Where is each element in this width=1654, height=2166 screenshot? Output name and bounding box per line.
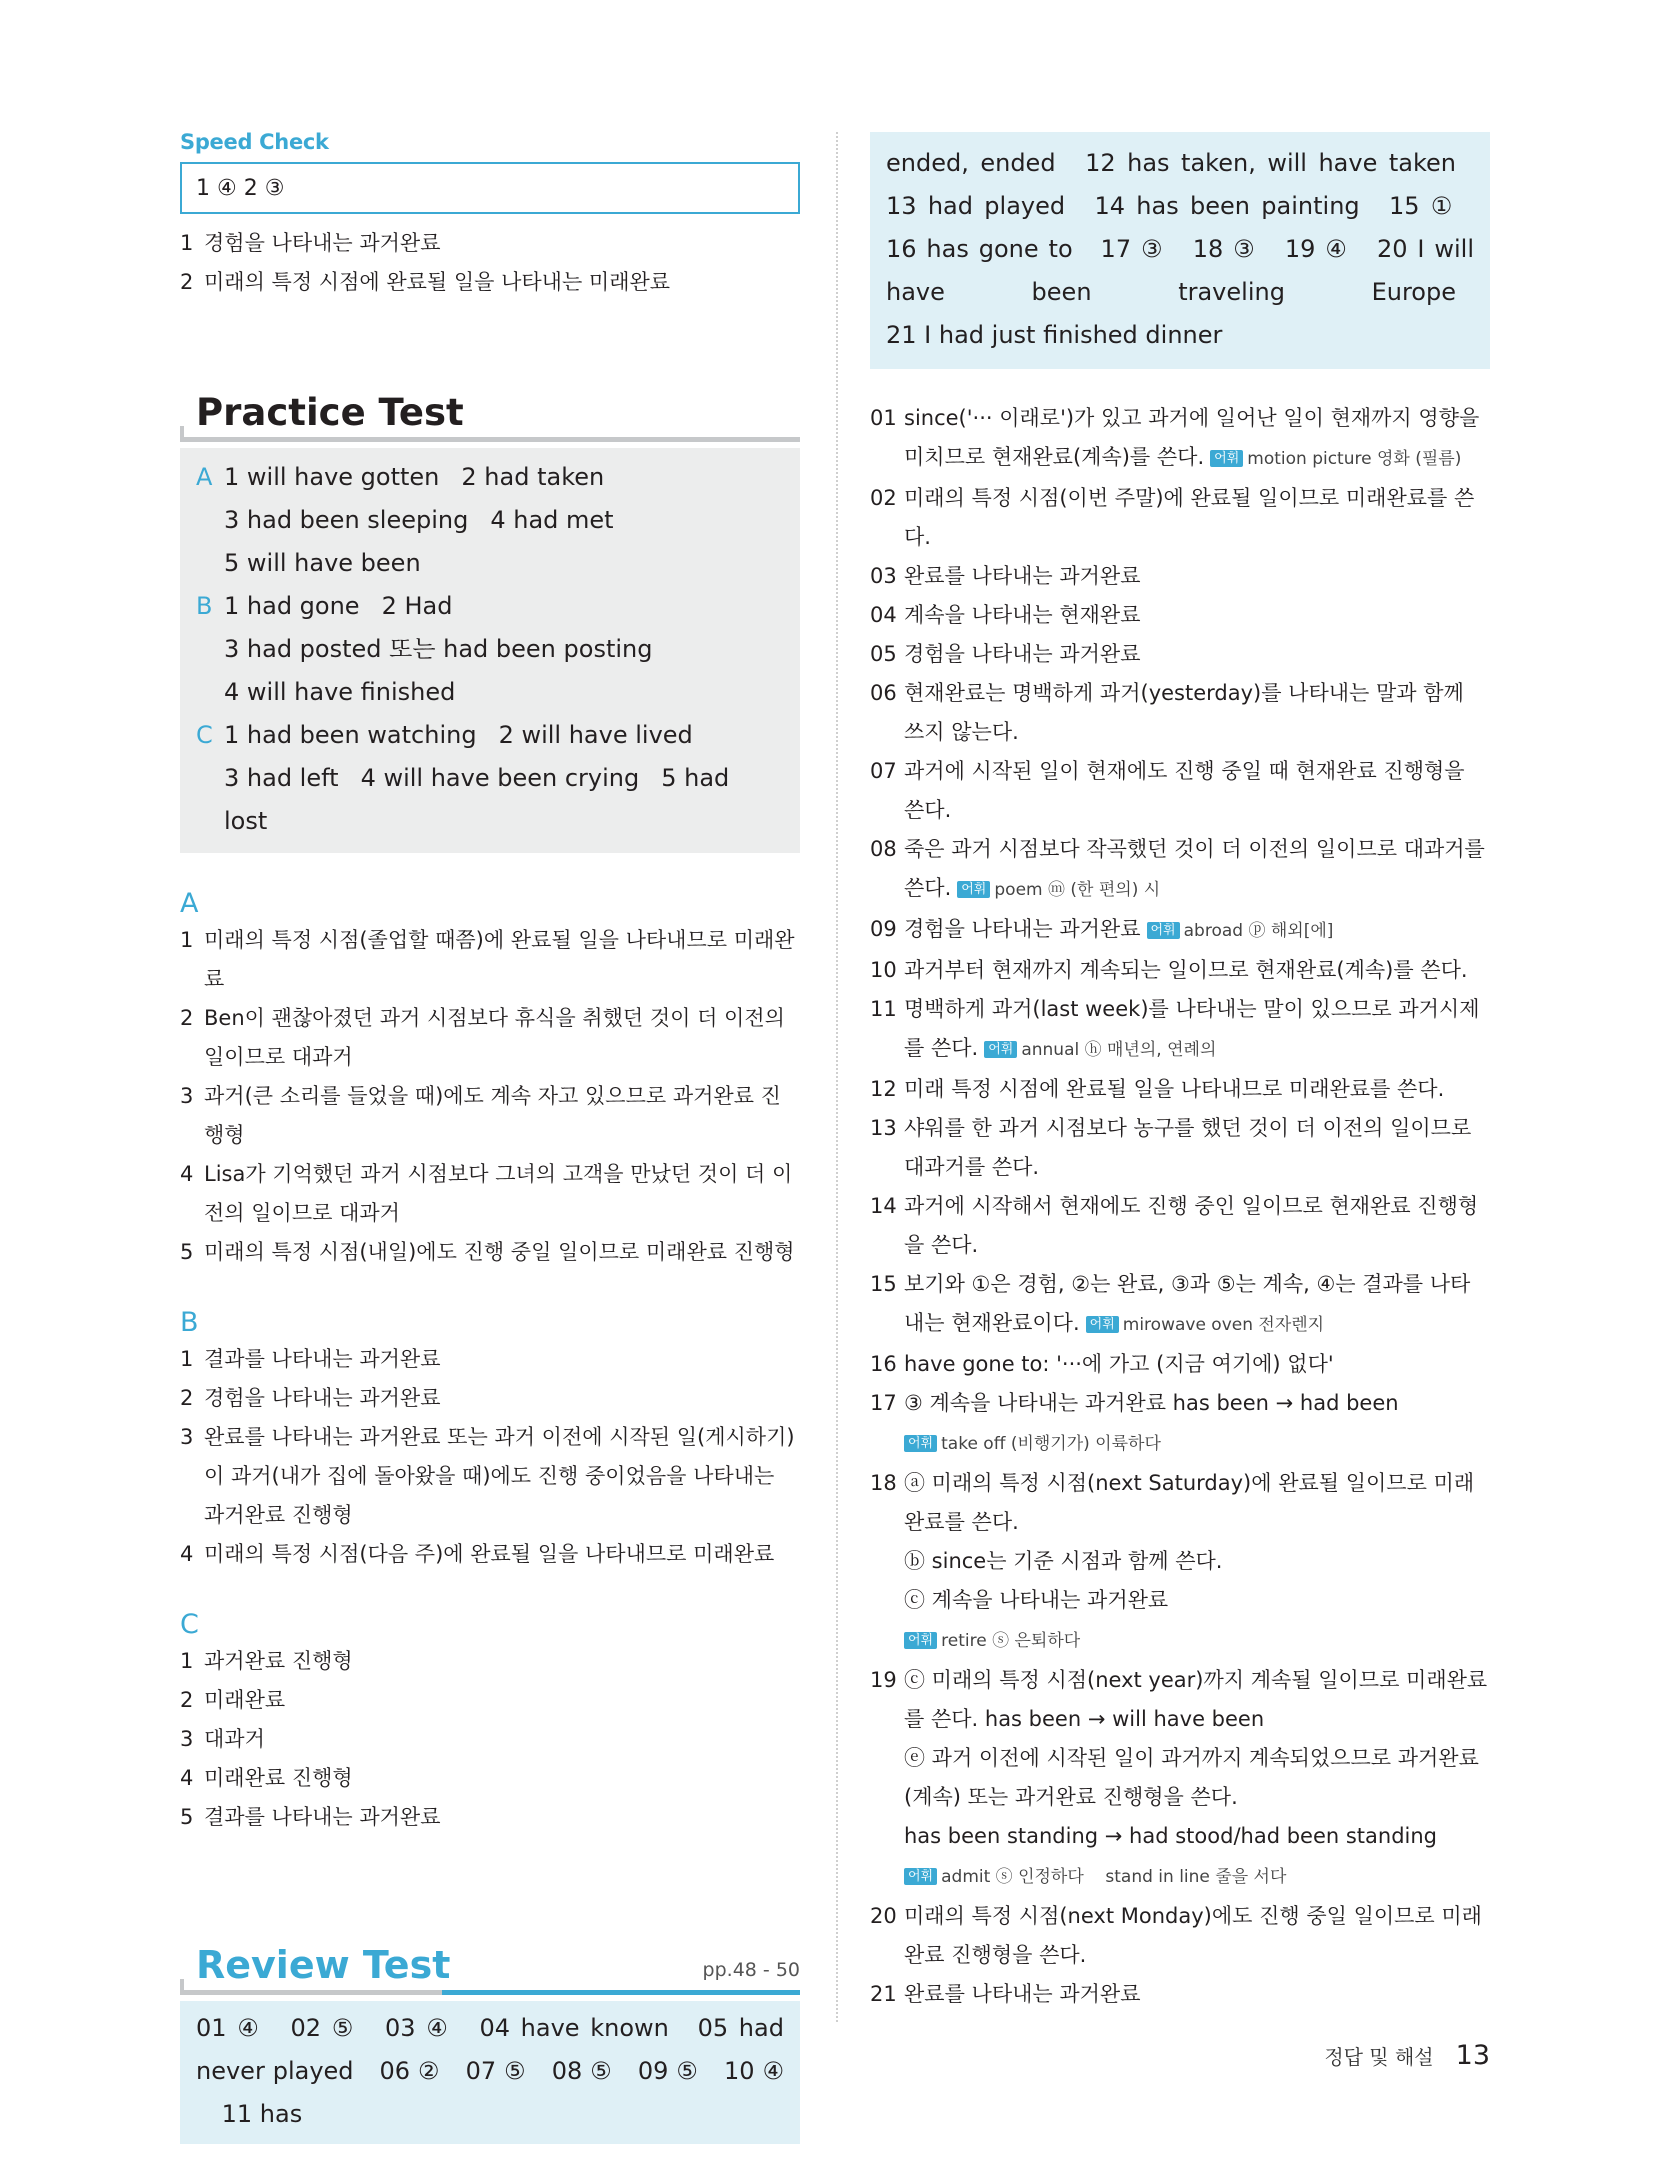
section-c-list bbox=[180, 1642, 800, 1837]
answer: ended, ended bbox=[886, 149, 1056, 177]
list-item: 08 죽은 과거 시점보다 작곡했던 것이 더 이전의 일이므로 대과거를 쓴다. 어휘 poem ⓜ (한 편의) 시 bbox=[870, 837, 1485, 900]
list-item: 01 since('··· 이래로')가 있고 과거에 일어난 일이 현재까지 영향을 미치므로 현재완료(계속)를 쓴다. 어휘 motion picture 영화 (필름) bbox=[870, 406, 1480, 469]
list-item: 1 경험을 나타내는 과거완료 bbox=[180, 231, 441, 255]
practice-test-title: Practice Test bbox=[196, 391, 464, 434]
speed-check-list bbox=[180, 224, 800, 302]
speed-check-answer-box bbox=[180, 162, 800, 214]
list-item: 15 보기와 ①은 경험, ②는 완료, ③과 ⑤는 계속, ④는 결과를 나타내는 현재완료이다. 어휘 mirowave oven 전자렌지 bbox=[870, 1272, 1471, 1335]
section-letter-c: C bbox=[180, 1609, 199, 1640]
answer: 15 ① bbox=[1388, 192, 1456, 220]
list-item: 02 미래의 특정 시점(이번 주말)에 완료될 일이므로 미래완료를 쓴다. bbox=[870, 486, 1475, 549]
list-item: 14 과거에 시작해서 현재에도 진행 중인 일이므로 현재완료 진행형을 쓴다. bbox=[870, 1194, 1479, 1257]
answer: 17 ③ bbox=[1100, 235, 1165, 263]
list-item: 2 미래의 특정 시점에 완료될 일을 나타내는 미래완료 bbox=[180, 270, 671, 294]
section-letter-b: B bbox=[180, 1307, 199, 1338]
answer: 04 have known bbox=[479, 2014, 669, 2042]
list-item: 12 미래 특정 시점에 완료될 일을 나타내므로 미래완료를 쓴다. bbox=[870, 1077, 1445, 1101]
answer-row: 3 had been sleeping 4 had met bbox=[224, 506, 614, 534]
review-answer-box-right bbox=[870, 132, 1490, 369]
list-item: 10 과거부터 현재까지 계속되는 일이므로 현재완료(계속)를 쓴다. bbox=[870, 958, 1468, 982]
list-item: 5 미래의 특정 시점(내일)에도 진행 중일 일이므로 미래완료 진행형 bbox=[180, 1240, 795, 1264]
list-item: 1 결과를 나타내는 과거완료 bbox=[180, 1347, 441, 1371]
list-item: 19 ⓒ 미래의 특정 시점(next year)까지 계속될 일이므로 미래완료를 쓴다. has been → will have been ⓔ 과거 이전에 시작된 일이 과거까지 계속되었으므로 과거완료(계속) 또는 과거완료 진행형을 쓴다. has been standing → had stood/had been standing 어휘 admit ⓢ 인정하다 stand in line 줄을 서다 bbox=[870, 1668, 1488, 1887]
answer: 13 had played bbox=[886, 192, 1066, 220]
speed-check-answer: 1 ④ 2 ③ bbox=[196, 175, 285, 201]
list-item: 2 Ben이 괜찮아졌던 과거 시점보다 휴식을 취했던 것이 더 이전의 일이므로 대과거 bbox=[180, 1006, 785, 1069]
answer: 14 has been painting bbox=[1094, 192, 1360, 220]
speed-check-title: Speed Check bbox=[180, 130, 329, 154]
section-b-list bbox=[180, 1340, 800, 1574]
answer: 19 ④ bbox=[1284, 235, 1350, 263]
review-test-heading bbox=[180, 1939, 800, 1995]
list-item: 18 ⓐ 미래의 특정 시점(next Saturday)에 완료될 일이므로 미래완료를 쓴다. ⓑ since는 기준 시점과 함께 쓴다. ⓒ 계속을 나타내는 과거완료 어휘 retire ⓢ 은퇴하다 bbox=[870, 1471, 1475, 1651]
answer: 12 has taken, will have taken bbox=[1085, 149, 1456, 177]
answer-row: 3 had posted 또는 had been posting bbox=[224, 635, 653, 663]
answer-row: B 1 had gone 2 Had bbox=[196, 592, 453, 620]
list-item: 4 미래의 특정 시점(다음 주)에 완료될 일을 나타내므로 미래완료 bbox=[180, 1542, 775, 1566]
answer: 18 ③ bbox=[1192, 235, 1257, 263]
answer: 09 ⑤ bbox=[637, 2057, 699, 2085]
vocab-tag: 어휘 bbox=[904, 1632, 937, 1649]
list-item: 17 ③ 계속을 나타내는 과거완료 has been → had been 어휘 take off (비행기가) 이륙하다 bbox=[870, 1391, 1399, 1454]
answer: 08 ⑤ bbox=[551, 2057, 612, 2085]
answer: 16 has gone to bbox=[886, 235, 1073, 263]
right-column bbox=[870, 132, 1490, 2014]
vocab-tag: 어휘 bbox=[904, 1868, 937, 1885]
page-footer bbox=[1324, 2040, 1490, 2071]
list-item: 03 완료를 나타내는 과거완료 bbox=[870, 564, 1141, 588]
answer-row: A 1 will have gotten 2 had taken bbox=[196, 463, 605, 491]
list-item: 20 미래의 특정 시점(next Monday)에도 진행 중일 일이므로 미래완료 진행형을 쓴다. bbox=[870, 1904, 1482, 1967]
vocab-tag: 어휘 bbox=[957, 881, 990, 898]
answer: 06 ② bbox=[379, 2057, 440, 2085]
answer: 07 ⑤ bbox=[465, 2057, 526, 2085]
answer: 02 ⑤ bbox=[290, 2014, 357, 2042]
answer-row: 5 will have been bbox=[224, 549, 421, 577]
list-item: 11 명백하게 과거(last week)를 나타내는 말이 있으므로 과거시제를 쓴다. 어휘 annual ⓗ 매년의, 연례의 bbox=[870, 997, 1480, 1060]
list-item: 5 결과를 나타내는 과거완료 bbox=[180, 1805, 441, 1829]
list-item: 1 미래의 특정 시점(졸업할 때쯤)에 완료될 일을 나타내므로 미래완료 bbox=[180, 928, 795, 991]
vocab-tag: 어휘 bbox=[984, 1041, 1017, 1058]
section-letter-a: A bbox=[180, 888, 199, 919]
vocab-tag: 어휘 bbox=[1210, 450, 1243, 467]
page-range: pp.48 - 50 bbox=[702, 1959, 800, 1981]
answer: 01 ④ bbox=[196, 2014, 262, 2042]
list-item: 2 경험을 나타내는 과거완료 bbox=[180, 1386, 441, 1410]
list-item: 2 미래완료 bbox=[180, 1688, 286, 1712]
answer: 03 ④ bbox=[384, 2014, 451, 2042]
vocab-tag: 어휘 bbox=[1147, 922, 1180, 939]
section-a-list bbox=[180, 921, 800, 1272]
review-answer-box-left bbox=[180, 2001, 800, 2144]
list-item: 05 경험을 나타내는 과거완료 bbox=[870, 642, 1141, 666]
list-item: 3 과거(큰 소리를 들었을 때)에도 계속 자고 있으므로 과거완료 진행형 bbox=[180, 1084, 781, 1147]
vocab-tag: 어휘 bbox=[1086, 1316, 1119, 1333]
list-item: 07 과거에 시작된 일이 현재에도 진행 중일 때 현재완료 진행형을 쓴다. bbox=[870, 759, 1465, 822]
list-item: 21 완료를 나타내는 과거완료 bbox=[870, 1982, 1141, 2006]
answer-row: C 1 had been watching 2 will have lived bbox=[196, 721, 693, 749]
list-item: 06 현재완료는 명백하게 과거(yesterday)를 나타내는 말과 함께 쓰지 않는다. bbox=[870, 681, 1464, 744]
practice-test-heading bbox=[180, 390, 800, 442]
vocab-tag: 어휘 bbox=[904, 1435, 937, 1452]
answer-row: 3 had left 4 will have been crying 5 had lost bbox=[224, 764, 730, 835]
list-item: 4 미래완료 진행형 bbox=[180, 1766, 353, 1790]
answer: 11 has bbox=[221, 2100, 303, 2128]
answer: 05 had never played bbox=[196, 2014, 784, 2085]
answer: 20 I will have been traveling Europe bbox=[886, 235, 1475, 306]
review-explanations bbox=[870, 399, 1490, 2014]
answer-row: 4 will have finished bbox=[224, 678, 456, 706]
practice-answer-box bbox=[180, 448, 800, 853]
footer-label: 정답 및 해설 bbox=[1324, 2045, 1434, 2069]
review-test-title: Review Test bbox=[196, 1943, 451, 1987]
list-item: 09 경험을 나타내는 과거완료 어휘 abroad ⓟ 해외[에] bbox=[870, 917, 1334, 941]
list-item: 3 완료를 나타내는 과거완료 또는 과거 이전에 시작된 일(게시하기)이 과거(내가 집에 돌아왔을 때)에도 진행 중이었음을 나타내는 과거완료 진행형 bbox=[180, 1425, 795, 1527]
column-divider bbox=[836, 132, 838, 2022]
answer: 10 ④ bbox=[724, 2057, 784, 2085]
left-column bbox=[180, 130, 800, 2144]
list-item: 4 Lisa가 기억했던 과거 시점보다 그녀의 고객을 만났던 것이 더 이전의 일이므로 대과거 bbox=[180, 1162, 793, 1225]
list-item: 04 계속을 나타내는 현재완료 bbox=[870, 603, 1141, 627]
answer: 21 I had just finished dinner bbox=[886, 321, 1223, 349]
list-item: 13 샤워를 한 과거 시점보다 농구를 했던 것이 더 이전의 일이므로 대과거를 쓴다. bbox=[870, 1116, 1472, 1179]
page-number: 13 bbox=[1455, 2040, 1490, 2071]
list-item: 3 대과거 bbox=[180, 1727, 265, 1751]
list-item: 1 과거완료 진행형 bbox=[180, 1649, 353, 1673]
list-item: 16 have gone to: '···에 가고 (지금 여기에) 없다' bbox=[870, 1352, 1334, 1376]
